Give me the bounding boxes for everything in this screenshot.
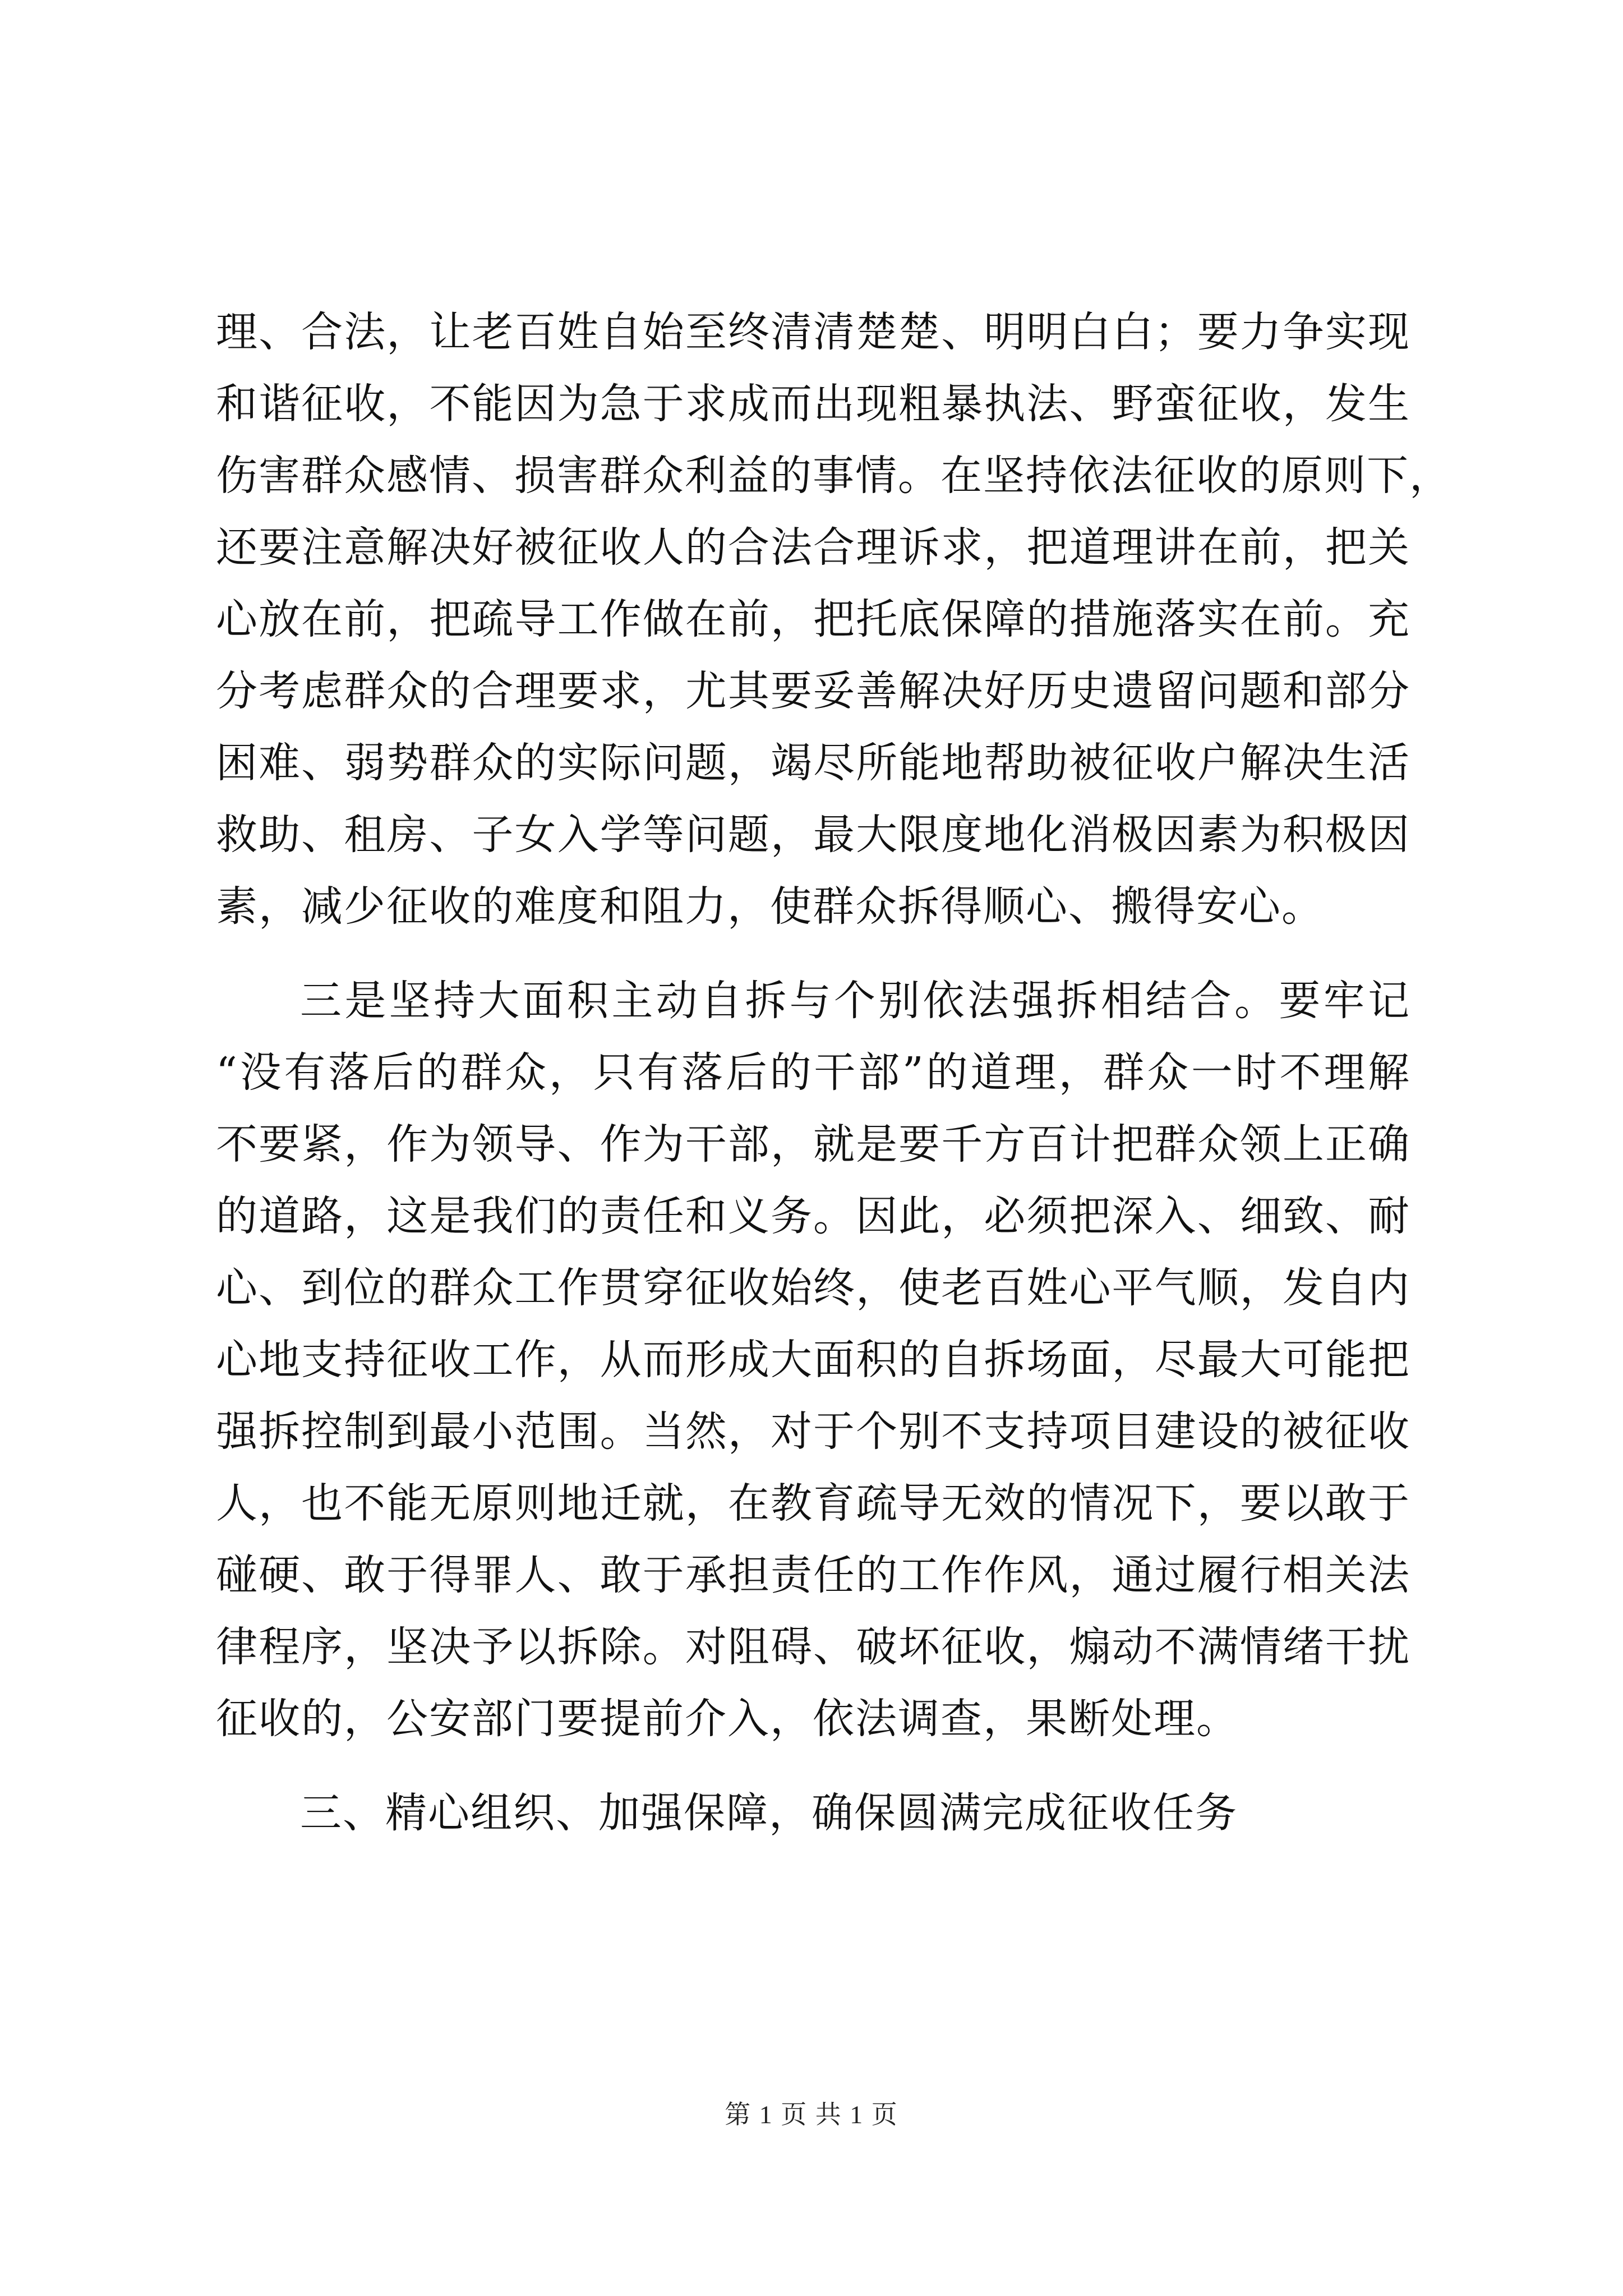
text-line: 理、合法，让老百姓自始至终清清楚楚、明明白白；要力争实现: [216, 308, 1410, 356]
text-line: 还要注意解决好被征收人的合法合理诉求，把道理讲在前，把关: [216, 523, 1410, 572]
text-line: “没有落后的群众，只有落后的干部”的道理，群众一时不理解: [216, 1048, 1410, 1097]
section-heading: 三、精心组织、加强保障，确保圆满完成征收任务: [300, 1789, 1238, 1837]
text-line: 心地支持征收工作，从而形成大面积的自拆场面，尽最大可能把: [216, 1336, 1410, 1384]
paragraph-2: [216, 965, 1410, 1755]
text-line: 律程序，坚决予以拆除。对阻碍、破坏征收，煽动不满情绪干扰: [216, 1623, 1410, 1671]
text-line: 心、到位的群众工作贯穿征收始终，使老百姓心平气顺，发自内: [216, 1264, 1410, 1312]
page-footer: 第 1 页 共 1 页: [725, 2100, 898, 2129]
text-line: 强拆控制到最小范围。当然，对于个别不支持项目建设的被征收: [216, 1407, 1410, 1456]
text-line: 救助、租房、子女入学等问题，最大限度地化消极因素为积极因: [216, 811, 1410, 859]
text-line: 的道路，这是我们的责任和义务。因此，必须把深入、细致、耐: [216, 1192, 1410, 1240]
text-line: 困难、弱势群众的实际问题，竭尽所能地帮助被征收户解决生活: [216, 739, 1410, 787]
text-line: 不要紧，作为领导、作为干部，就是要千方百计把群众领上正确: [216, 1120, 1410, 1168]
document-body: [216, 296, 1452, 1849]
text-line: 伤害群众感情、损害群众利益的事情。在坚持依法征收的原则下，: [216, 452, 1452, 500]
text-line: 分考虑群众的合理要求，尤其要妥善解决好历史遗留问题和部分: [216, 667, 1410, 715]
text-line: 碰硬、敢于得罪人、敢于承担责任的工作作风，通过履行相关法: [216, 1551, 1410, 1599]
text-line: 人，也不能无原则地迁就，在教育疏导无效的情况下，要以敢于: [216, 1479, 1410, 1527]
text-line: 心放在前，把疏导工作做在前，把托底保障的措施落实在前。充: [216, 595, 1410, 643]
text-line: 素，减少征收的难度和阻力，使群众拆得顺心、搬得安心。: [216, 882, 1324, 931]
text-line: 三是坚持大面积主动自拆与个别依法强拆相结合。要牢记: [300, 977, 1410, 1025]
text-line: 征收的，公安部门要提前介入，依法调查，果断处理。: [216, 1695, 1239, 1743]
paragraph-spacer: [216, 942, 1410, 965]
paragraph-1: [216, 296, 1452, 942]
paragraph-spacer: [216, 1755, 1410, 1777]
text-line: 和谐征收，不能因为急于求成而出现粗暴执法、野蛮征收，发生: [216, 380, 1410, 428]
